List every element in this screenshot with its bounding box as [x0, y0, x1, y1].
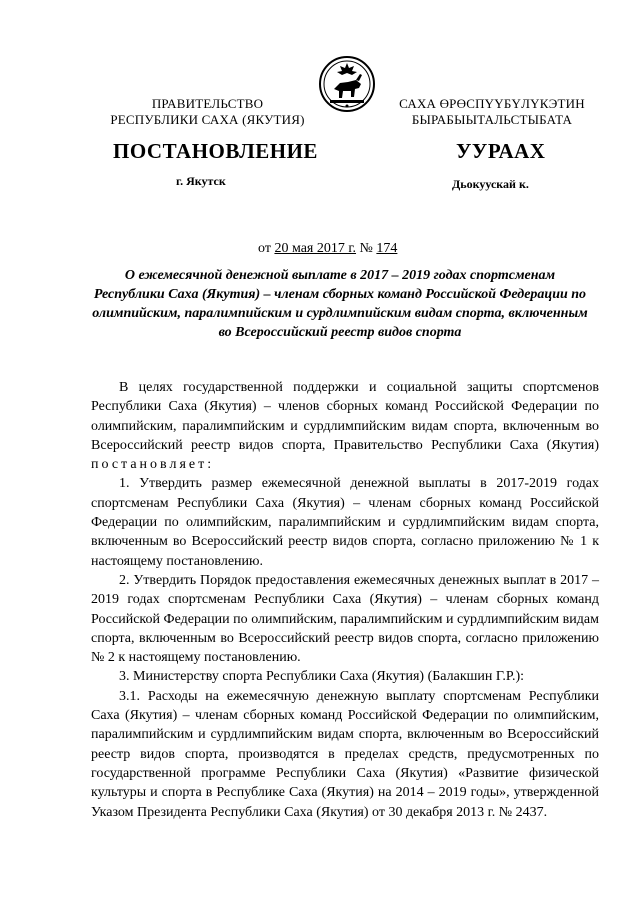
number-label: № [359, 241, 373, 256]
document-title: О ежемесячной денежной выплате в 2017 – 2019 годах спортсменам Республики Саха (Якутия) – членам сборных команд Российской Федерации по олимпийским, паралимпийским и сурдлимпийским видам спорта, включенным во Всероссийский реестр видов спорта [92, 268, 588, 340]
decree-word: постановляет: [91, 457, 215, 473]
right-org-line1: САХА ӨРӨСПҮҮБҮЛҮКЭТИН [399, 96, 585, 111]
paragraph-3-1: 3.1. Расходы на ежемесячную денежную выплату спортсменам Республики Саха (Якутия) – членам сборных команд Российской Федерации по олимпийским, паралимпийским и сурдлимпийским видам спорта, включенным во Всероссийский реестр видов спорта, производятся в пределах средств, предусмотренных по государственной программе Республики Саха (Якутия) «Развитие физической культуры и спорта в Республике Саха (Якутия) на 2014 – 2019 годы», утвержденной Указом Президента Республики Саха (Якутия) от 30 декабря 2013 г. № 2437. [91, 688, 599, 820]
paragraph-2: 2. Утвердить Порядок предоставления ежемесячных денежных выплат в 2017 – 2019 годах спортсменам Республики Саха (Якутия) – членам сборных команд Российской Федерации по олимпийским, паралимпийским и сурдлимпийским видам спорта, включенным во Всероссийский реестр видов спорта, согласно приложению № 2 к настоящему постановлению. [91, 572, 599, 666]
left-org-name [110, 96, 305, 128]
right-org-line2: БЫРАБЫЫТАЛЬСТЫБАТА [411, 112, 573, 127]
number-value: 174 [376, 241, 398, 256]
city-ru: г. Якутск [176, 174, 226, 188]
date-number-line [258, 241, 397, 257]
left-org-line2: РЕСПУБЛИКИ САХА (ЯКУТИЯ) [110, 112, 305, 127]
city-sakha: Дьокуускай к. [452, 177, 529, 191]
paragraph-1: 1. Утвердить размер ежемесячной денежной выплаты в 2017-2019 годах спортсменам Республики Саха (Якутия) – членам сборных команд Российской Федерации по олимпийским, паралимпийским и сурдлимпийским видам спорта, включенным во Всероссийский реестр видов спорта, согласно приложению № 1 к настоящему постановлению. [91, 476, 599, 569]
date-value: 20 мая 2017 г. [274, 241, 357, 256]
intro-text: В целях государственной поддержки и социальной защиты спортсменов Республики Саха (Якутия) – членов сборных команд Российской Федерации по олимпийским, паралимпийским и сурдлимпийским видам спорта, включенным во Всероссийский реестр видов спорта, Правительство Республики Саха (Якутия) [91, 380, 599, 453]
paragraph-3: 3. Министерству спорта Республики Саха (Якутия) (Балакшин Г.Р.): [119, 669, 524, 685]
left-org-line1: ПРАВИТЕЛЬСТВО [151, 96, 264, 111]
date-prefix: от [258, 241, 271, 256]
doc-type-title-ru: ПОСТАНОВЛЕНИЕ [113, 139, 318, 163]
intro-paragraph [91, 378, 599, 474]
coat-of-arms-icon [318, 55, 376, 113]
doc-type-title-sakha: УУРААХ [456, 139, 546, 163]
right-org-name [392, 96, 592, 128]
document-body [91, 378, 599, 822]
